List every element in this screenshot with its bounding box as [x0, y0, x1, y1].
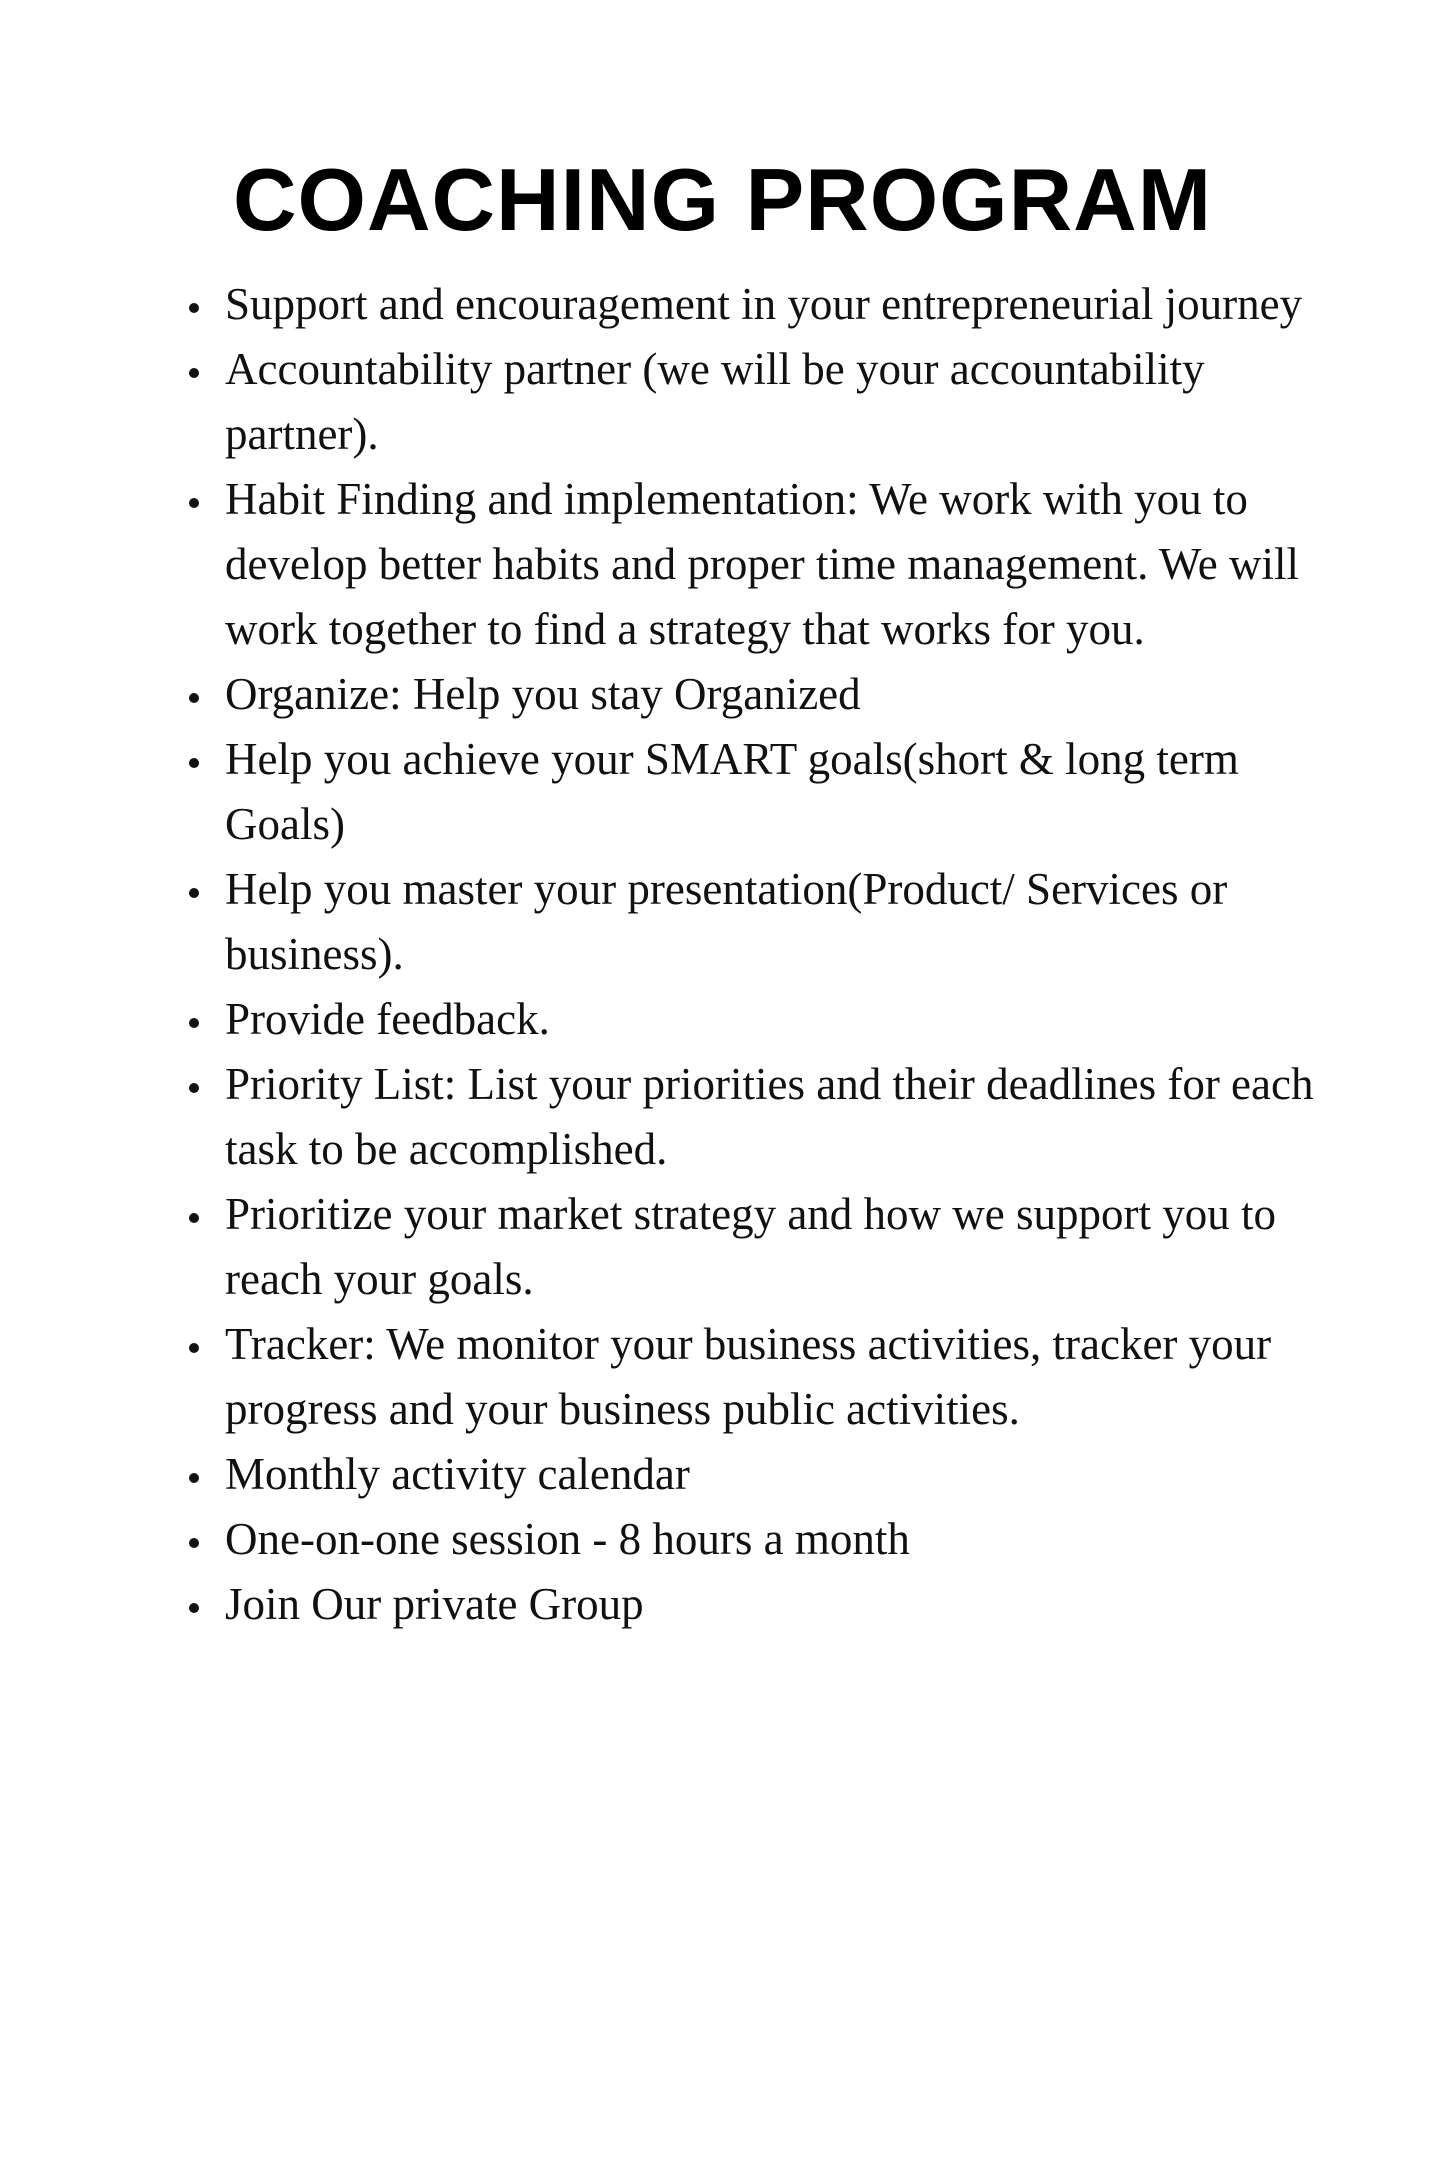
- bullet-icon: [185, 857, 205, 922]
- list-item-text: Support and encouragement in your entrepreneurial journey: [225, 279, 1303, 329]
- list-item-text: Help you master your presentation(Product/ Services or business).: [225, 864, 1228, 979]
- list-item-text: Organize: Help you stay Organized: [225, 669, 861, 719]
- list-item-text: Tracker: We monitor your business activities, tracker your progress and your business public activities.: [225, 1319, 1272, 1434]
- bullet-icon: [185, 467, 205, 532]
- list-item-text: Help you achieve your SMART goals(short & long term Goals): [225, 734, 1239, 849]
- bullet-icon: [185, 1442, 205, 1507]
- list-item-text: Accountability partner (we will be your accountability partner).: [225, 344, 1205, 459]
- list-item: [225, 662, 1315, 727]
- bullet-icon: [185, 337, 205, 402]
- bullet-icon: [185, 1182, 205, 1247]
- list-item: [225, 337, 1315, 467]
- bullet-icon: [185, 987, 205, 1052]
- list-item-text: Priority List: List your priorities and their deadlines for each task to be accomplished.: [225, 1059, 1314, 1174]
- bullet-icon: [185, 1507, 205, 1572]
- list-item-text: Prioritize your market strategy and how we support you to reach your goals.: [225, 1189, 1277, 1304]
- list-item-text: Habit Finding and implementation: We work with you to develop better habits and proper time management. We will work together to find a strategy that works for you.: [225, 474, 1299, 654]
- list-item: [225, 857, 1315, 987]
- bullet-icon: [185, 662, 205, 727]
- list-item: [225, 1442, 1315, 1507]
- list-item: [225, 1572, 1315, 1637]
- list-item-text: One-on-one session - 8 hours a month: [225, 1514, 910, 1564]
- bullet-icon: [185, 1312, 205, 1377]
- bullet-icon: [185, 1052, 205, 1117]
- list-item: [225, 1507, 1315, 1572]
- program-features-list: [225, 272, 1315, 1637]
- list-item: [225, 1052, 1315, 1182]
- bullet-icon: [185, 272, 205, 337]
- bullet-icon: [185, 727, 205, 792]
- bullet-icon: [185, 1572, 205, 1637]
- list-item: [225, 987, 1315, 1052]
- list-item: [225, 467, 1315, 662]
- page-title: COACHING PROGRAM: [232, 150, 1213, 249]
- list-item: [225, 1312, 1315, 1442]
- list-item-text: Monthly activity calendar: [225, 1449, 690, 1499]
- list-item-text: Join Our private Group: [225, 1579, 644, 1629]
- list-item: [225, 1182, 1315, 1312]
- list-item: [225, 727, 1315, 857]
- list-item: [225, 272, 1315, 337]
- list-item-text: Provide feedback.: [225, 994, 550, 1044]
